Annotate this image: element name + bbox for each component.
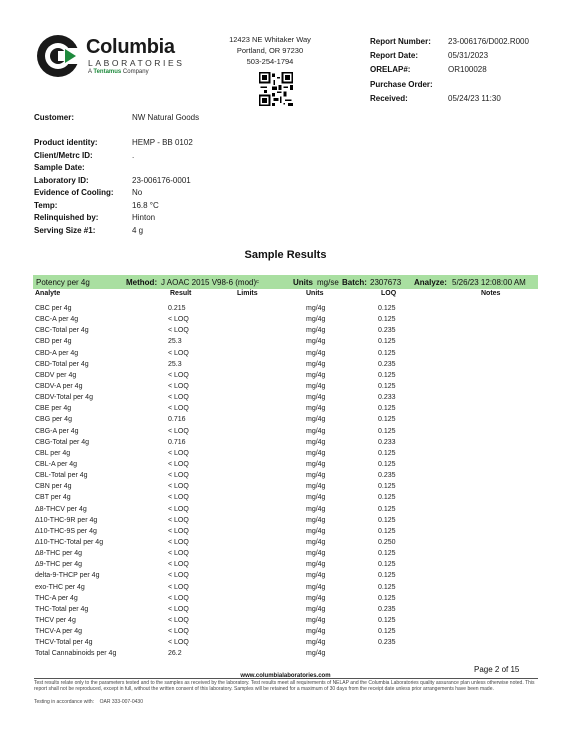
table-row xyxy=(0,526,571,537)
result-cell: < LOQ xyxy=(168,628,189,636)
table-row xyxy=(0,615,571,626)
table-row xyxy=(0,336,571,347)
analyte-cell: exo-THC per 4g xyxy=(35,583,85,591)
batch-label: Batch: xyxy=(342,277,367,287)
received-row: Received: 05/24/23 11:30 xyxy=(370,93,501,103)
col-notes: Notes xyxy=(481,290,501,297)
analyte-cell: THCV-Total per 4g xyxy=(35,639,93,647)
result-cell: < LOQ xyxy=(168,538,189,546)
units-cell: mg/4g xyxy=(306,316,326,324)
units-cell: mg/4g xyxy=(306,550,326,558)
result-cell: < LOQ xyxy=(168,394,189,402)
units-cell: mg/4g xyxy=(306,338,326,346)
table-row xyxy=(0,604,571,615)
report-date-row: Report Date: 05/31/2023 xyxy=(370,50,489,60)
units-cell: mg/4g xyxy=(306,405,326,413)
result-cell: < LOQ xyxy=(168,550,189,558)
table-row xyxy=(0,459,571,470)
analyte-cell: Δ10-THC-9R per 4g xyxy=(35,516,98,524)
lab-logo xyxy=(36,30,186,82)
result-cell: < LOQ xyxy=(168,483,189,491)
method-band xyxy=(33,275,538,289)
analyte-cell: delta-9-THCP per 4g xyxy=(35,572,100,580)
footer-divider xyxy=(34,678,538,679)
result-cell: 25.3 xyxy=(168,338,182,346)
product-identity-row: Product identity: HEMP - BB 0102 xyxy=(34,138,193,147)
temp-row: Temp: 16.8 °C xyxy=(34,201,159,210)
lab-address xyxy=(205,34,335,67)
result-cell: < LOQ xyxy=(168,583,189,591)
result-cell: < LOQ xyxy=(168,449,189,457)
table-row xyxy=(0,303,571,314)
loq-cell: 0.125 xyxy=(378,628,396,636)
loq-cell: 0.125 xyxy=(378,594,396,602)
units-value: mg/se xyxy=(317,277,339,287)
analyte-cell: CBDV-A per 4g xyxy=(35,382,83,390)
units-cell: mg/4g xyxy=(306,583,326,591)
col-units: Units xyxy=(306,290,324,297)
units-cell: mg/4g xyxy=(306,650,326,658)
evidence-of-cooling-row: Evidence of Cooling: No xyxy=(34,188,143,197)
columbia-logo-icon xyxy=(36,34,80,78)
loq-cell: 0.125 xyxy=(378,494,396,502)
analyte-cell: Δ9-THC per 4g xyxy=(35,561,83,569)
table-row xyxy=(0,448,571,459)
batch-value: 2307673 xyxy=(370,277,402,287)
analyte-cell: THC-A per 4g xyxy=(35,594,78,602)
loq-cell: 0.125 xyxy=(378,460,396,468)
units-cell: mg/4g xyxy=(306,483,326,491)
units-cell: mg/4g xyxy=(306,572,326,580)
col-analyte: Analyte xyxy=(35,290,61,297)
analyte-cell: CBG per 4g xyxy=(35,416,72,424)
potency-label: Potency per 4g xyxy=(36,277,90,287)
address-line-2: Portland, OR 97230 xyxy=(236,46,304,55)
loq-cell: 0.235 xyxy=(378,639,396,647)
result-cell: 0.716 xyxy=(168,416,186,424)
result-cell: < LOQ xyxy=(168,472,189,480)
units-cell: mg/4g xyxy=(306,427,326,435)
loq-cell: 0.125 xyxy=(378,305,396,312)
result-cell: < LOQ xyxy=(168,460,189,468)
units-cell: mg/4g xyxy=(306,538,326,546)
lab-name: Columbia xyxy=(86,36,175,58)
col-limits: Limits xyxy=(237,290,258,297)
table-row xyxy=(0,314,571,325)
units-cell: mg/4g xyxy=(306,616,326,624)
table-row xyxy=(0,537,571,548)
table-row xyxy=(0,626,571,637)
table-row xyxy=(0,392,571,403)
address-phone: 503-254-1794 xyxy=(246,57,294,66)
analyte-cell: CBL per 4g xyxy=(35,449,71,457)
loq-cell: 0.125 xyxy=(378,449,396,457)
units-cell: mg/4g xyxy=(306,594,326,602)
loq-cell: 0.125 xyxy=(378,527,396,535)
results-header xyxy=(0,290,571,300)
loq-cell: 0.125 xyxy=(378,483,396,491)
units-cell: mg/4g xyxy=(306,494,326,502)
units-cell: mg/4g xyxy=(306,460,326,468)
result-cell: 0.716 xyxy=(168,438,186,446)
table-row xyxy=(0,348,571,359)
result-cell: < LOQ xyxy=(168,382,189,390)
analyte-cell: CBL-Total per 4g xyxy=(35,472,88,480)
table-row xyxy=(0,370,571,381)
results-table xyxy=(0,303,571,660)
loq-cell: 0.125 xyxy=(378,516,396,524)
result-cell: < LOQ xyxy=(168,349,189,357)
address-line-1: 12423 NE Whitaker Way xyxy=(229,35,311,44)
table-row xyxy=(0,548,571,559)
method-label: Method: xyxy=(126,277,158,287)
units-cell: mg/4g xyxy=(306,416,326,424)
table-row xyxy=(0,381,571,392)
page-number: Page 2 of 15 xyxy=(474,665,520,674)
loq-cell: 0.250 xyxy=(378,538,396,546)
table-row xyxy=(0,481,571,492)
loq-cell: 0.125 xyxy=(378,316,396,324)
table-row xyxy=(0,492,571,503)
units-cell: mg/4g xyxy=(306,527,326,535)
analyte-cell: Total Cannabinoids per 4g xyxy=(35,650,117,658)
client-metrc-row: Client/Metrc ID: . xyxy=(34,151,135,160)
loq-cell: 0.235 xyxy=(378,605,396,613)
table-row xyxy=(0,325,571,336)
units-cell: mg/4g xyxy=(306,561,326,569)
col-loq: LOQ xyxy=(381,290,397,297)
analyte-cell: Δ10-THC-Total per 4g xyxy=(35,538,104,546)
analyte-cell: CBDV per 4g xyxy=(35,371,77,379)
loq-cell: 0.125 xyxy=(378,416,396,424)
loq-cell: 0.125 xyxy=(378,583,396,591)
col-result: Result xyxy=(170,290,192,297)
result-cell: < LOQ xyxy=(168,516,189,524)
analyte-cell: CBC per 4g xyxy=(35,305,72,312)
table-row xyxy=(0,470,571,481)
units-cell: mg/4g xyxy=(306,394,326,402)
table-row xyxy=(0,414,571,425)
table-row xyxy=(0,359,571,370)
units-cell: mg/4g xyxy=(306,505,326,513)
analyte-cell: THC-Total per 4g xyxy=(35,605,89,613)
loq-cell: 0.125 xyxy=(378,338,396,346)
lab-subtitle: LABORATORIES xyxy=(88,58,185,68)
testing-accordance: Testing in accordance with: OAR 333-007-0430 xyxy=(34,699,143,705)
sample-date-row: Sample Date: xyxy=(34,163,85,172)
laboratory-id-row: Laboratory ID: 23-006176-0001 xyxy=(34,176,191,185)
analyte-cell: CBG-A per 4g xyxy=(35,427,79,435)
footer-url[interactable]: www.columbialaboratories.com xyxy=(240,673,331,679)
analyte-cell: Δ8-THCV per 4g xyxy=(35,505,87,513)
loq-cell: 0.125 xyxy=(378,427,396,435)
result-cell: < LOQ xyxy=(168,639,189,647)
loq-cell: 0.125 xyxy=(378,550,396,558)
result-cell: 0.215 xyxy=(168,305,186,312)
qr-code-icon xyxy=(259,72,293,106)
units-cell: mg/4g xyxy=(306,438,326,446)
result-cell: < LOQ xyxy=(168,561,189,569)
relinquished-by-row: Relinquished by: Hinton xyxy=(34,213,156,222)
units-cell: mg/4g xyxy=(306,516,326,524)
loq-cell: 0.233 xyxy=(378,438,396,446)
analyte-cell: CBE per 4g xyxy=(35,405,72,413)
loq-cell: 0.125 xyxy=(378,505,396,513)
analyte-cell: CBD-A per 4g xyxy=(35,349,79,357)
result-cell: < LOQ xyxy=(168,316,189,324)
table-row xyxy=(0,426,571,437)
units-cell: mg/4g xyxy=(306,360,326,368)
result-cell: < LOQ xyxy=(168,616,189,624)
loq-cell: 0.235 xyxy=(378,472,396,480)
result-cell: < LOQ xyxy=(168,505,189,513)
analyte-cell: CBD per 4g xyxy=(35,338,72,346)
loq-cell: 0.125 xyxy=(378,616,396,624)
analyte-cell: CBT per 4g xyxy=(35,494,71,502)
result-cell: < LOQ xyxy=(168,327,189,335)
orelap-row: ORELAP#: OR100028 xyxy=(370,65,487,75)
result-cell: < LOQ xyxy=(168,594,189,602)
loq-cell: 0.235 xyxy=(378,327,396,335)
analyte-cell: CBL-A per 4g xyxy=(35,460,78,468)
analyte-cell: CBD-Total per 4g xyxy=(35,360,89,368)
loq-cell: 0.125 xyxy=(378,572,396,580)
result-cell: < LOQ xyxy=(168,527,189,535)
result-cell: < LOQ xyxy=(168,371,189,379)
units-cell: mg/4g xyxy=(306,605,326,613)
table-row xyxy=(0,559,571,570)
units-cell: mg/4g xyxy=(306,628,326,636)
units-cell: mg/4g xyxy=(306,472,326,480)
loq-cell: 0.125 xyxy=(378,371,396,379)
units-cell: mg/4g xyxy=(306,305,326,312)
result-cell: < LOQ xyxy=(168,572,189,580)
units-label: Units xyxy=(293,277,313,287)
table-row xyxy=(0,570,571,581)
analyte-cell: Δ10-THC-9S per 4g xyxy=(35,527,97,535)
table-row xyxy=(0,437,571,448)
lab-tagline: A Tentamus Company xyxy=(88,69,149,75)
units-cell: mg/4g xyxy=(306,639,326,647)
analyze-value: 5/26/23 12:08:00 AM xyxy=(452,277,526,287)
result-cell: < LOQ xyxy=(168,427,189,435)
table-row xyxy=(0,593,571,604)
analyte-cell: CBDV-Total per 4g xyxy=(35,394,93,402)
footer-disclaimer: Test results relate only to the parameters tested and to the samples as received by the laboratory. Test results meet all requirements of NELAP and the Columbia Laboratories quality assurance plan unless otherwise noted. This report shall not be reproduced, except in full, without the written consent of this laboratory. Samples will be retained for a maximum of 30 days from the receipt date unless prior arrangements have been made. xyxy=(34,680,535,692)
result-cell: < LOQ xyxy=(168,405,189,413)
units-cell: mg/4g xyxy=(306,449,326,457)
analyte-cell: THCV-A per 4g xyxy=(35,628,83,636)
loq-cell: 0.125 xyxy=(378,349,396,357)
units-cell: mg/4g xyxy=(306,371,326,379)
customer-row: Customer: NW Natural Goods xyxy=(34,113,200,122)
result-cell: < LOQ xyxy=(168,605,189,613)
section-title: Sample Results xyxy=(244,249,327,261)
analyte-cell: CBN per 4g xyxy=(35,483,72,491)
result-cell: < LOQ xyxy=(168,494,189,502)
table-row xyxy=(0,637,571,648)
analyte-cell: CBG-Total per 4g xyxy=(35,438,90,446)
analyze-label: Analyze: xyxy=(414,277,447,287)
result-cell: 25.3 xyxy=(168,360,182,368)
loq-cell: 0.125 xyxy=(378,561,396,569)
method-value: J AOAC 2015 V98-6 (mod)ᶜ xyxy=(161,277,259,287)
analyte-cell: THCV per 4g xyxy=(35,616,76,624)
loq-cell: 0.125 xyxy=(378,405,396,413)
table-row xyxy=(0,403,571,414)
table-row xyxy=(0,504,571,515)
serving-size-row: Serving Size #1: 4 g xyxy=(34,226,144,235)
analyte-cell: Δ8-THC per 4g xyxy=(35,550,83,558)
table-row xyxy=(0,582,571,593)
units-cell: mg/4g xyxy=(306,327,326,335)
table-row xyxy=(0,648,571,659)
analyte-cell: CBC-A per 4g xyxy=(35,316,79,324)
analyte-cell: CBC-Total per 4g xyxy=(35,327,89,335)
report-info xyxy=(370,34,529,105)
loq-cell: 0.125 xyxy=(378,382,396,390)
loq-cell: 0.233 xyxy=(378,394,396,402)
table-row xyxy=(0,515,571,526)
purchase-order-row: Purchase Order: xyxy=(370,79,433,89)
units-cell: mg/4g xyxy=(306,382,326,390)
report-number-row: Report Number: 23-006176/D002.R000 xyxy=(370,36,529,46)
loq-cell: 0.235 xyxy=(378,360,396,368)
result-cell: 26.2 xyxy=(168,650,182,658)
units-cell: mg/4g xyxy=(306,349,326,357)
